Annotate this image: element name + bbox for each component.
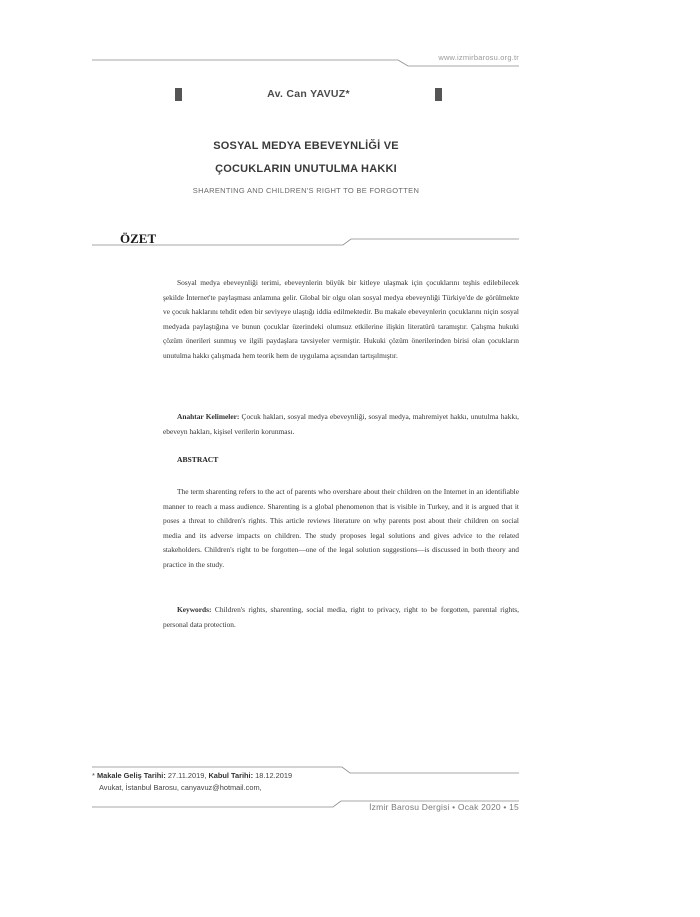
footnote [92,770,292,794]
article-title [150,135,462,181]
footer-journal-info: İzmir Barosu Dergisi • Ocak 2020 • 15 [369,802,519,812]
site-url: www.izmirbarosu.org.tr [438,53,519,62]
ozet-text: Sosyal medya ebeveynliği terimi, ebeveynlerin büyük bir kitleye ulaşmak için çocuklarını teşhis edilebilecek şekilde İnternet'te paylaşması anlamına gelir. Global bir olgu olan sosyal medya ebeveynliği Türkiye'de de görülmekte ve çocuk haklarını tehdit eden bir seviyeye ulaştığı iddia edilmektedir. Bu makale ebeveynlerin çocuklarını niçin sosyal medyada paylaştığına ve bunun çocuklar üzerindeki olumsuz etkilerine ilişkin literatürü taramıştır. Çalışma hukuki çözüm önerileri sunmuş ve ilgili paydaşlara tavsiyeler vermiştir. Hukuki çözüm önerilerinden birisi olan çocukların unutulma hakkı çalışmada hem teorik hem de uygulama açısından tartışılmıştır. [163,278,519,360]
author-row [175,88,442,102]
keywords-en-paragraph [163,603,519,632]
article-subtitle: SHARENTING AND CHILDREN'S RIGHT TO BE FORGOTTEN [192,186,420,195]
received-label: Makale Geliş Tarihi: [96,771,166,780]
keywords-tr-label: Anahtar Kelimeler: [177,412,240,421]
accepted-date: 18.12.2019 [253,771,293,780]
accepted-label: Kabul Tarihi: [208,771,254,780]
keywords-en-text: Children's rights, sharenting, social media, right to privacy, right to be forgotten, parental rights, personal data protection. [163,605,519,629]
abstract-text: The term sharenting refers to the act of parents who overshare about their children on the Internet in an identifiable manner to reach a mass audience. Sharenting is a global phenomenon that is visible in Turkey, and it is argued that it poses a threat to children's rights. This article reviews literature on why parents post about their children on social media and its adverse impacts on children. The study proposes legal solutions and gives advice to the related stakeholders. Children's right to be forgotten—one of the legal solution suggestions—is discussed in both theory and practice in the study. [163,487,519,569]
keywords-en-label: Keywords: [177,605,212,614]
received-date: 27.11.2019, [165,771,209,780]
title-line-1: SOSYAL MEDYA EBEVEYNLİĞİ VE [213,140,399,152]
author-right-marker [435,88,442,101]
abstract-heading: ABSTRACT [177,455,219,464]
keywords-tr-text: Çocuk hakları, sosyal medya ebeveynliği, sosyal medya, mahremiyet hakkı, unutulma hakkı, ebeveyn hakları, kişisel verilerin korunması. [163,412,519,436]
abstract-paragraph [163,485,519,573]
author-affiliation: Avukat, İstanbul Barosu, canyavuz@hotmail.com, [99,783,262,792]
title-line-2: ÇOCUKLARIN UNUTULMA HAKKI [215,163,397,175]
keywords-tr-paragraph [163,410,519,439]
ozet-heading: ÖZET [120,231,157,246]
author-name: Av. Can YAVUZ* [267,88,350,100]
footnote-marker: * [92,771,95,780]
ozet-paragraph [163,276,519,364]
